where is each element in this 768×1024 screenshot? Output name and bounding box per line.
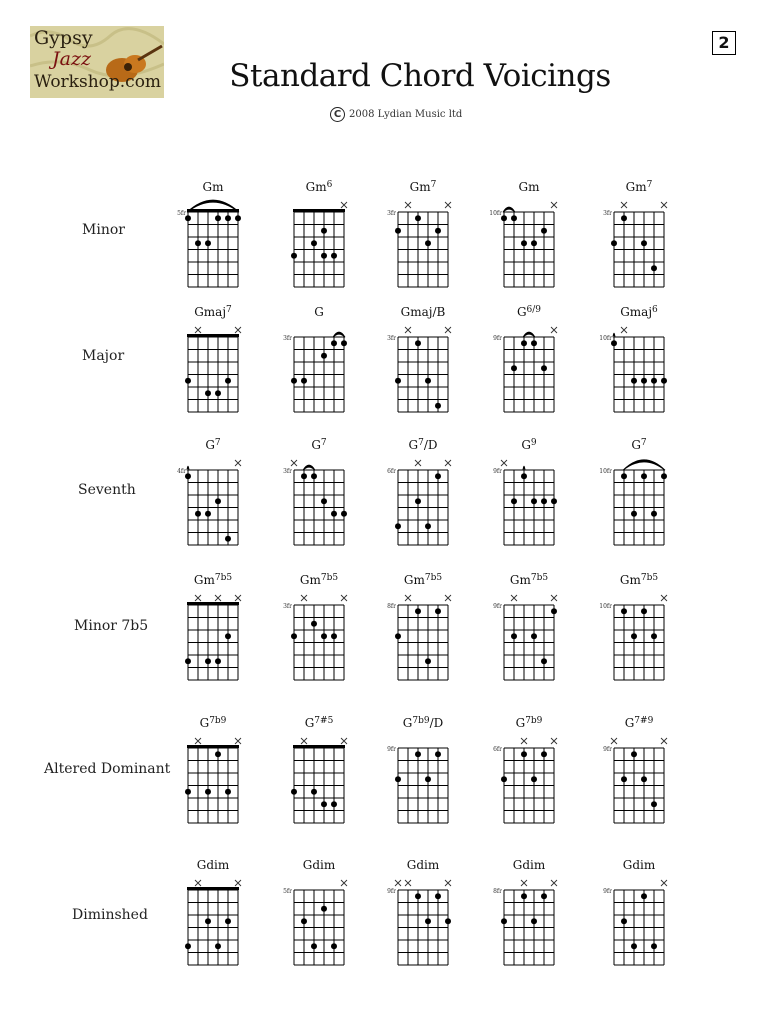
finger-dot bbox=[215, 390, 221, 396]
finger-dot bbox=[651, 633, 657, 639]
finger-dot bbox=[331, 633, 337, 639]
finger-dot bbox=[511, 633, 517, 639]
muted-string-icon bbox=[521, 738, 527, 744]
muted-string-icon bbox=[195, 327, 201, 333]
fret-position-label: 9fr bbox=[603, 746, 612, 753]
muted-string-icon bbox=[195, 880, 201, 886]
finger-dot bbox=[435, 893, 441, 899]
chord-name: $G^9$ bbox=[521, 438, 537, 452]
finger-dot bbox=[291, 633, 297, 639]
finger-dot bbox=[501, 918, 507, 924]
page-number: 2 bbox=[712, 31, 736, 55]
muted-string-icon bbox=[661, 738, 667, 744]
chord-name: Gmaj/B bbox=[400, 305, 446, 319]
fret-position-label: 10fr bbox=[489, 210, 502, 217]
fret-position-label: 10fr bbox=[599, 603, 612, 610]
chord-diagram bbox=[185, 716, 241, 823]
finger-dot bbox=[301, 918, 307, 924]
chord-name: Gdim bbox=[622, 858, 656, 872]
finger-dot bbox=[501, 776, 507, 782]
finger-dot bbox=[541, 228, 547, 234]
barre-arc bbox=[503, 207, 515, 212]
finger-dot bbox=[321, 801, 327, 807]
logo-line-1: Gypsy bbox=[34, 27, 93, 49]
finger-dot bbox=[311, 240, 317, 246]
finger-dot bbox=[661, 378, 667, 384]
finger-dot bbox=[185, 658, 191, 664]
chord-diagram bbox=[599, 573, 667, 680]
finger-dot bbox=[341, 340, 347, 346]
chord-diagram bbox=[603, 858, 667, 965]
finger-dot bbox=[435, 228, 441, 234]
chord-diagram bbox=[177, 438, 241, 545]
nut-barre bbox=[187, 887, 239, 890]
finger-dot bbox=[641, 893, 647, 899]
finger-dot bbox=[425, 523, 431, 529]
finger-dot bbox=[435, 473, 441, 479]
copyright-icon: C bbox=[330, 107, 345, 122]
chord-diagram bbox=[599, 305, 667, 412]
finger-dot bbox=[631, 378, 637, 384]
finger-dot bbox=[521, 473, 527, 479]
finger-dot bbox=[425, 240, 431, 246]
finger-dot bbox=[235, 215, 241, 221]
finger-dot bbox=[341, 511, 347, 517]
row-label-minor-7b5: Minor 7b5 bbox=[74, 618, 149, 634]
finger-dot bbox=[415, 498, 421, 504]
chord-name: $G^7/D$ bbox=[408, 438, 438, 452]
finger-dot bbox=[415, 340, 421, 346]
muted-string-icon bbox=[661, 880, 667, 886]
fret-position-label: 6fr bbox=[493, 746, 502, 753]
muted-string-icon bbox=[405, 327, 411, 333]
muted-string-icon bbox=[195, 738, 201, 744]
finger-dot bbox=[435, 403, 441, 409]
finger-dot bbox=[215, 751, 221, 757]
barre-arc bbox=[523, 332, 535, 337]
finger-dot bbox=[331, 801, 337, 807]
chord-diagram bbox=[603, 180, 667, 287]
finger-dot bbox=[205, 918, 211, 924]
finger-dot bbox=[225, 633, 231, 639]
fret-position-label: 3fr bbox=[283, 335, 292, 342]
finger-dot bbox=[301, 473, 307, 479]
muted-string-icon bbox=[521, 880, 527, 886]
muted-string-icon bbox=[445, 327, 451, 333]
finger-dot bbox=[185, 378, 191, 384]
fret-position-label: 9fr bbox=[603, 888, 612, 895]
finger-dot bbox=[621, 473, 627, 479]
muted-string-icon bbox=[195, 595, 201, 601]
muted-string-icon bbox=[551, 202, 557, 208]
fret-position-label: 3fr bbox=[603, 210, 612, 217]
muted-string-icon bbox=[445, 460, 451, 466]
muted-string-icon bbox=[405, 202, 411, 208]
muted-string-icon bbox=[661, 595, 667, 601]
finger-dot bbox=[531, 918, 537, 924]
finger-dot bbox=[425, 918, 431, 924]
finger-dot bbox=[531, 776, 537, 782]
finger-dot bbox=[611, 340, 617, 346]
muted-string-icon bbox=[621, 202, 627, 208]
finger-dot bbox=[511, 215, 517, 221]
fret-position-label: 3fr bbox=[283, 468, 292, 475]
chord-name: $Gm^{7b5}$ bbox=[509, 573, 549, 587]
finger-dot bbox=[621, 776, 627, 782]
finger-dot bbox=[651, 265, 657, 271]
finger-dot bbox=[651, 511, 657, 517]
finger-dot bbox=[425, 378, 431, 384]
finger-dot bbox=[321, 498, 327, 504]
chord-name: $Gm^{7b5}$ bbox=[193, 573, 233, 587]
finger-dot bbox=[631, 943, 637, 949]
muted-string-icon bbox=[415, 460, 421, 466]
chord-name: $G^{7b9}$ bbox=[199, 716, 227, 730]
muted-string-icon bbox=[405, 880, 411, 886]
muted-string-icon bbox=[341, 880, 347, 886]
chord-diagram bbox=[185, 305, 241, 412]
chord-name: $G^{7\#9}$ bbox=[624, 716, 654, 730]
finger-dot bbox=[641, 608, 647, 614]
chord-diagram bbox=[387, 305, 451, 412]
chord-name: $Gm^{7b5}$ bbox=[619, 573, 659, 587]
finger-dot bbox=[205, 658, 211, 664]
muted-string-icon bbox=[235, 327, 241, 333]
finger-dot bbox=[621, 918, 627, 924]
finger-dot bbox=[205, 789, 211, 795]
chord-name: $Gm^{7b5}$ bbox=[299, 573, 339, 587]
finger-dot bbox=[521, 893, 527, 899]
muted-string-icon bbox=[445, 595, 451, 601]
finger-dot bbox=[651, 378, 657, 384]
finger-dot bbox=[291, 253, 297, 259]
fret-position-label: 8fr bbox=[493, 888, 502, 895]
finger-dot bbox=[225, 918, 231, 924]
chord-diagram bbox=[493, 438, 557, 545]
finger-dot bbox=[215, 658, 221, 664]
fret-position-label: 6fr bbox=[387, 468, 396, 475]
finger-dot bbox=[521, 240, 527, 246]
finger-dot bbox=[415, 751, 421, 757]
chord-name: Gmaj$^6$ bbox=[620, 305, 658, 319]
finger-dot bbox=[321, 228, 327, 234]
finger-dot bbox=[541, 658, 547, 664]
finger-dot bbox=[205, 390, 211, 396]
fret-position-label: 10fr bbox=[599, 468, 612, 475]
finger-dot bbox=[225, 789, 231, 795]
chord-name: Gm$^7$ bbox=[409, 180, 437, 194]
finger-dot bbox=[311, 789, 317, 795]
chord-name: $G^7$ bbox=[631, 438, 647, 452]
chord-diagram bbox=[387, 858, 451, 965]
finger-dot bbox=[541, 365, 547, 371]
finger-dot bbox=[321, 633, 327, 639]
row-label-seventh: Seventh bbox=[78, 482, 136, 498]
chord-diagram bbox=[283, 305, 347, 412]
chord-name: $G^{7\#5}$ bbox=[304, 716, 334, 730]
finger-dot bbox=[185, 943, 191, 949]
finger-dot bbox=[511, 498, 517, 504]
fret-position-label: 5fr bbox=[177, 210, 186, 217]
finger-dot bbox=[551, 608, 557, 614]
finger-dot bbox=[521, 751, 527, 757]
chord-name: Gm bbox=[518, 180, 540, 194]
muted-string-icon bbox=[621, 327, 627, 333]
muted-string-icon bbox=[341, 738, 347, 744]
chord-diagram bbox=[185, 573, 241, 680]
chord-diagram bbox=[493, 716, 557, 823]
chord-name: $Gm^{7b5}$ bbox=[403, 573, 443, 587]
chord-diagram bbox=[283, 438, 347, 545]
finger-dot bbox=[205, 511, 211, 517]
nut-barre bbox=[293, 209, 345, 212]
finger-dot bbox=[205, 240, 211, 246]
finger-dot bbox=[215, 498, 221, 504]
row-label-diminished: Diminshed bbox=[72, 907, 148, 923]
muted-string-icon bbox=[291, 460, 297, 466]
finger-dot bbox=[541, 751, 547, 757]
row-label-altered-dominant: Altered Dominant bbox=[44, 761, 171, 777]
finger-dot bbox=[311, 621, 317, 627]
chord-diagram bbox=[291, 716, 347, 823]
finger-dot bbox=[425, 776, 431, 782]
muted-string-icon bbox=[551, 738, 557, 744]
muted-string-icon bbox=[215, 595, 221, 601]
muted-string-icon bbox=[661, 202, 667, 208]
finger-dot bbox=[185, 473, 191, 479]
muted-string-icon bbox=[341, 202, 347, 208]
fret-position-label: 3fr bbox=[387, 210, 396, 217]
muted-string-icon bbox=[511, 595, 517, 601]
finger-dot bbox=[531, 340, 537, 346]
fret-position-label: 9fr bbox=[493, 603, 502, 610]
chord-name: Gdim bbox=[406, 858, 440, 872]
chord-diagram bbox=[493, 573, 557, 680]
finger-dot bbox=[631, 751, 637, 757]
chord-diagram bbox=[493, 305, 557, 412]
finger-dot bbox=[331, 253, 337, 259]
chord-diagram bbox=[489, 180, 557, 287]
chord-diagram bbox=[291, 180, 347, 287]
barre-arc bbox=[623, 460, 665, 470]
nut-barre bbox=[187, 334, 239, 337]
chord-diagram bbox=[493, 858, 557, 965]
finger-dot bbox=[641, 240, 647, 246]
finger-dot bbox=[225, 536, 231, 542]
muted-string-icon bbox=[445, 202, 451, 208]
nut-barre bbox=[187, 209, 239, 212]
chord-diagram bbox=[387, 180, 451, 287]
fret-position-label: 9fr bbox=[387, 888, 396, 895]
chord-name: $G^{7b9}/D$ bbox=[402, 716, 444, 730]
finger-dot bbox=[631, 511, 637, 517]
muted-string-icon bbox=[235, 738, 241, 744]
fret-position-label: 9fr bbox=[387, 746, 396, 753]
muted-string-icon bbox=[551, 595, 557, 601]
finger-dot bbox=[611, 240, 617, 246]
chord-name: Gdim bbox=[196, 858, 230, 872]
muted-string-icon bbox=[551, 327, 557, 333]
chord-name: $G^{7b9}$ bbox=[515, 716, 543, 730]
finger-dot bbox=[511, 365, 517, 371]
finger-dot bbox=[651, 943, 657, 949]
finger-dot bbox=[301, 378, 307, 384]
muted-string-icon bbox=[395, 880, 401, 886]
finger-dot bbox=[195, 240, 201, 246]
finger-dot bbox=[311, 473, 317, 479]
finger-dot bbox=[631, 633, 637, 639]
finger-dot bbox=[541, 498, 547, 504]
fret-position-label: 10fr bbox=[599, 335, 612, 342]
row-label-minor: Minor bbox=[82, 222, 125, 238]
chord-diagram bbox=[387, 438, 451, 545]
finger-dot bbox=[661, 473, 667, 479]
finger-dot bbox=[185, 215, 191, 221]
finger-dot bbox=[215, 943, 221, 949]
chord-name: Gm$^7$ bbox=[625, 180, 653, 194]
chord-name: G bbox=[314, 305, 324, 319]
finger-dot bbox=[395, 228, 401, 234]
chord-name: Gm$^6$ bbox=[305, 180, 333, 194]
finger-dot bbox=[415, 893, 421, 899]
finger-dot bbox=[321, 353, 327, 359]
finger-dot bbox=[195, 511, 201, 517]
fret-position-label: 3fr bbox=[283, 603, 292, 610]
finger-dot bbox=[415, 608, 421, 614]
finger-dot bbox=[651, 801, 657, 807]
chord-name: Gm bbox=[202, 180, 224, 194]
logo-line-3: Workshop.com bbox=[34, 72, 162, 92]
fret-position-label: 5fr bbox=[283, 888, 292, 895]
finger-dot bbox=[641, 378, 647, 384]
finger-dot bbox=[501, 215, 507, 221]
finger-dot bbox=[331, 511, 337, 517]
muted-string-icon bbox=[611, 738, 617, 744]
finger-dot bbox=[395, 633, 401, 639]
finger-dot bbox=[531, 240, 537, 246]
finger-dot bbox=[395, 776, 401, 782]
fret-position-label: 9fr bbox=[493, 468, 502, 475]
page-title: Standard Chord Voicings bbox=[229, 58, 611, 94]
fret-position-label: 3fr bbox=[387, 335, 396, 342]
chord-name: $G^7$ bbox=[205, 438, 221, 452]
finger-dot bbox=[551, 498, 557, 504]
chord-name: $G^7$ bbox=[311, 438, 327, 452]
finger-dot bbox=[215, 215, 221, 221]
barre-arc bbox=[303, 465, 315, 470]
muted-string-icon bbox=[341, 595, 347, 601]
finger-dot bbox=[435, 751, 441, 757]
finger-dot bbox=[291, 789, 297, 795]
finger-dot bbox=[541, 893, 547, 899]
chord-diagram bbox=[599, 438, 667, 545]
chord-name: Gdim bbox=[302, 858, 336, 872]
finger-dot bbox=[445, 918, 451, 924]
chord-diagram bbox=[185, 858, 241, 965]
chord-diagram bbox=[283, 858, 347, 965]
finger-dot bbox=[185, 789, 191, 795]
row-label-major: Major bbox=[82, 348, 125, 364]
chord-name: Gdim bbox=[512, 858, 546, 872]
nut-barre bbox=[187, 602, 239, 605]
muted-string-icon bbox=[301, 738, 307, 744]
fret-position-label: 4fr bbox=[177, 468, 186, 475]
muted-string-icon bbox=[301, 595, 307, 601]
finger-dot bbox=[641, 473, 647, 479]
logo-line-2: Jazz bbox=[52, 48, 91, 70]
finger-dot bbox=[321, 253, 327, 259]
finger-dot bbox=[641, 776, 647, 782]
finger-dot bbox=[415, 215, 421, 221]
chord-diagram bbox=[387, 716, 448, 823]
muted-string-icon bbox=[235, 880, 241, 886]
muted-string-icon bbox=[501, 460, 507, 466]
muted-string-icon bbox=[405, 595, 411, 601]
finger-dot bbox=[425, 658, 431, 664]
nut-barre bbox=[293, 745, 345, 748]
nut-barre bbox=[187, 745, 239, 748]
barre-arc bbox=[333, 332, 345, 337]
finger-dot bbox=[331, 340, 337, 346]
finger-dot bbox=[435, 608, 441, 614]
muted-string-icon bbox=[551, 880, 557, 886]
finger-dot bbox=[331, 943, 337, 949]
chord-diagram bbox=[603, 716, 667, 823]
fret-position-label: 9fr bbox=[493, 335, 502, 342]
chord-name: $G^{6/9}$ bbox=[516, 305, 542, 319]
chord-diagram bbox=[283, 573, 347, 680]
finger-dot bbox=[531, 498, 537, 504]
muted-string-icon bbox=[235, 460, 241, 466]
finger-dot bbox=[291, 378, 297, 384]
finger-dot bbox=[395, 523, 401, 529]
finger-dot bbox=[225, 215, 231, 221]
chord-name: Gmaj$^7$ bbox=[194, 305, 232, 319]
finger-dot bbox=[225, 378, 231, 384]
fret-position-label: 8fr bbox=[387, 603, 396, 610]
muted-string-icon bbox=[445, 880, 451, 886]
chord-diagram bbox=[387, 573, 451, 680]
finger-dot bbox=[395, 378, 401, 384]
finger-dot bbox=[521, 340, 527, 346]
finger-dot bbox=[621, 608, 627, 614]
muted-string-icon bbox=[235, 595, 241, 601]
finger-dot bbox=[311, 943, 317, 949]
copyright-text: 2008 Lydian Music ltd bbox=[349, 109, 463, 120]
finger-dot bbox=[621, 215, 627, 221]
finger-dot bbox=[531, 633, 537, 639]
finger-dot bbox=[321, 906, 327, 912]
chord-diagram bbox=[177, 180, 241, 287]
